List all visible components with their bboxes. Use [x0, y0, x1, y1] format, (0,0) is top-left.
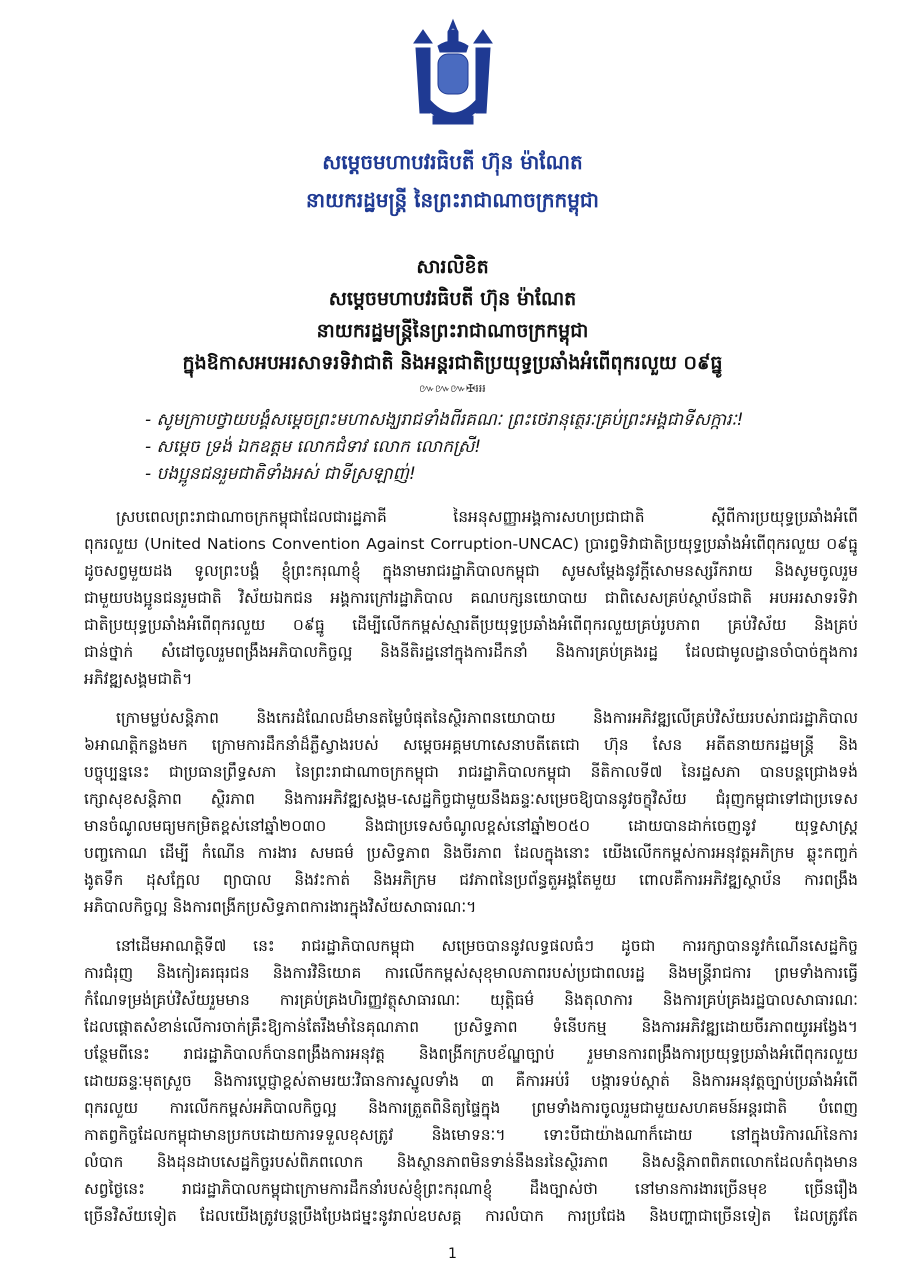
page-number: 1 [448, 1246, 457, 1262]
text-line: ដែលផ្តោតសំខាន់លើការចាក់គ្រឹះឱ្យកាន់តែរឹងមាំនៃគុណភាព ប្រសិទ្ធភាព ទំនើបកម្ម និងការអភិវឌ្ឍដោយចីរភាពយូរអង្វែង។ [84, 1018, 858, 1036]
text-line: បច្ចុប្បន្ននេះ ជាប្រធានព្រឹទ្ធសភា នៃព្រះរាជាណាចក្រកម្ពុជា រាជរដ្ឋាភិបាលកម្ពុជា នីតិកាលទី៧ នៃរដ្ឋសភា បានបន្តជ្រោងទង់ [84, 763, 858, 781]
text-line: ការជំរុញ និងកៀរគរធុរជន និងការវិនិយោគ ការលើកកម្ពស់សុខុមាលភាពរបស់ប្រជាពលរដ្ឋ និងមន្ត្រីរាជការ ព្រមទាំងការធ្វើ [84, 964, 858, 982]
text-line: សព្វថ្ងៃនេះ រាជរដ្ឋាភិបាលកម្ពុជាក្រោមការដឹកនាំរបស់ខ្ញុំព្រះករុណាខ្ញុំ ដឹងច្បាស់ថា នៅមានការងារច្រើនមុខ ច្រើនរឿង [84, 1180, 858, 1198]
text-line: មានចំណូលមធ្យមកម្រិតខ្ពស់នៅឆ្នាំ២០៣០ និងជាប្រទេសចំណូលខ្ពស់នៅឆ្នាំ២០៥០ ដោយបានដាក់ចេញនូវ យុទ្ធសាស្ត្រ [84, 817, 858, 835]
text-line: ជាន់ថ្នាក់ សំដៅចូលរួមពង្រឹងអភិបាលកិច្ចល្អ និងនីតិរដ្ឋនៅក្នុងការដឹកនាំ និងការគ្រប់គ្រងរដ្ឋ ដែលជាមូលដ្ឋានចាំបាច់ក្នុងការ [84, 643, 858, 661]
greeting-line: - សូមក្រាបថ្វាយបង្គំសម្តេចព្រះមហាសង្ឃរាជទាំងពីរគណៈ ព្រះថេរានុត្ថេរៈគ្រប់ព្រះអង្គជាទីសក្ការៈ! [145, 410, 744, 430]
text-line: ពុករលួយ (United Nations Convention Against Corruption-UNCAC) ប្រារព្ធទិវាជាតិប្រយុទ្ធប្រឆាំងអំពើពុករលួយ ០៩ធ្នូ [84, 535, 858, 553]
text-line: អភិបាលកិច្ចល្អ និងការពង្រីកប្រសិទ្ធភាពការងារក្នុងវិស័យសាធារណៈ។ [84, 898, 477, 916]
document-occasion: ក្នុងឱកាសអបអរសាទរទិវាជាតិ និងអន្តរជាតិប្រយុទ្ធប្រឆាំងអំពើពុករលួយ ០៩ធ្នូ [182, 352, 723, 374]
text-line: លំបាក និងដុនដាបសេដ្ឋកិច្ចរបស់ពិភពលោក និងស្ថានភាពមិនទាន់នឹងនរនៃស្ថិរភាព និងសន្តិភាពពិភពលោកដែលកំពុងមាន [84, 1153, 858, 1171]
text-line: ងូតទឹក ដុសក្អែល ព្យាបាល និងវះកាត់ និងអភិក្រម ជវភាពនៃប្រព័ន្ធតួអង្គតែមួយ ពោលគឺការអភិវឌ្ឍស្ថាប័ន ការពង្រឹង [84, 871, 858, 889]
text-line: ដូចសព្វមួយដង ទូលព្រះបង្គំ ខ្ញុំព្រះករុណាខ្ញុំ ក្នុងនាមរាជរដ្ឋាភិបាលកម្ពុជា សូមសម្តែងនូវក្តីសោមនស្សរីករាយ និងសូមចូលរួម [84, 562, 858, 580]
text-line: ច្រើនវិស័យទៀត ដែលយើងត្រូវបន្តប្រឹងប្រែងជម្នះនូវរាល់ឧបសគ្គ ការលំបាក ការប្រជែង និងបញ្ហាជាច្រើនទៀត ដែលត្រូវតែ [84, 1207, 858, 1225]
greeting-line: - បងប្អូនជនរួមជាតិទាំងអស់ ជាទីស្រឡាញ់! [145, 464, 416, 484]
document-title: សារលិខិត [416, 256, 489, 278]
text-line: ពុករលួយ ការលើកកម្ពស់អភិបាលកិច្ចល្អ និងការត្រួតពិនិត្យផ្ទៃក្នុង ព្រមទាំងការចូលរួមជាមួយសហគមន៍អន្តរជាតិ បំពេញ [84, 1099, 858, 1117]
royal-emblem-icon [408, 18, 498, 133]
document-author-position: នាយករដ្ឋមន្ត្រីនៃព្រះរាជាណាចក្រកម្ពុជា [316, 320, 589, 342]
text-line: អភិវឌ្ឍសង្គមជាតិ។ [84, 670, 193, 688]
text-line: ជាតិប្រយុទ្ធប្រឆាំងអំពើពុករលួយ ០៩ធ្នូ ដើម្បីលើកកម្ពស់ស្មារតីប្រយុទ្ធប្រឆាំងអំពើពុករលួយគ្រប់រូបភាព គ្រប់វិស័យ និងគ្រប់ [84, 616, 858, 634]
paragraph-2 [84, 705, 858, 921]
text-line: ស្របពេលព្រះរាជាណាចក្រកម្ពុជាដែលជារដ្ឋភាគី នៃអនុសញ្ញាអង្គការសហប្រជាជាតិ ស្តីពីការប្រយុទ្ធប្រឆាំងអំពើ [116, 508, 858, 526]
text-line: កាតព្វកិច្ចដែលកម្ពុជាមានប្រកបដោយការទទួលខុសត្រូវ និងមោទនៈ។ ទោះបីជាយ៉ាងណាក៏ដោយ នៅក្នុងបរិការណ៍នៃការ [84, 1126, 858, 1144]
text-line: ដោយឆន្ទៈមុតស្រួច និងការប្តេជ្ញាខ្ពស់តាមរយៈវិធានការស្នូលទាំង ៣ គឺការអប់រំ បង្ការទប់ស្កាត់ និងការអនុវត្តច្បាប់ប្រឆាំងអំពើ [84, 1072, 858, 1090]
paragraph-1 [84, 504, 858, 693]
ornament-divider: ៚៚៚✠៛៛៛ [419, 382, 486, 395]
text-line: ជាមួយបងប្អូនជនរួមជាតិ វិស័យឯកជន អង្គការក្រៅរដ្ឋាភិបាល គណបក្សនយោបាយ ជាពិសេសគ្រប់ស្ថាប័នជាតិ អបអរសាទរទិវា [84, 589, 858, 607]
paragraph-3 [84, 933, 858, 1230]
text-line: បញ្ចកោណ ដើម្បី កំណើន ការងារ សមធម៌ ប្រសិទ្ធភាព និងចីរភាព ដែលក្នុងនោះ យើងលើកកម្ពស់ការអនុវត្តអភិក្រម ឆ្លុះកញ្ចក់ [84, 844, 858, 862]
text-line: បន្ថែមពីនេះ រាជរដ្ឋាភិបាលក៏បានពង្រឹងការអនុវត្ត និងពង្រីកក្របខ័ណ្ឌច្បាប់ រួមមានការពង្រឹងការប្រយុទ្ធប្រឆាំងអំពើពុករលួយ [84, 1045, 858, 1063]
letterhead-position: នាយករដ្ឋមន្ត្រី នៃព្រះរាជាណាចក្រកម្ពុជា [306, 188, 599, 212]
text-line: ក្សោសុខសន្តិភាព ស្ថិរភាព និងការអភិវឌ្ឍសង្គម-សេដ្ឋកិច្ចជាមួយនឹងឆន្ទៈសម្រេចឱ្យបាននូវចក្ខុវិស័យ ជំរុញកម្ពុជាទៅជាប្រទេស [84, 790, 858, 808]
text-line: ក្រោមម្លប់សន្តិភាព និងកេរដំណែលដ៏មានតម្លៃបំផុតនៃស្ថិរភាពនយោបាយ និងការអភិវឌ្ឍលើគ្រប់វិស័យរបស់រាជរដ្ឋាភិបាល [116, 709, 858, 727]
greeting-line: - សម្តេច ទ្រង់ ឯកឧត្តម លោកជំទាវ លោក លោកស្រី! [145, 437, 482, 457]
text-line: នៅដើមអាណត្តិទី៧ នេះ រាជរដ្ឋាភិបាលកម្ពុជា សម្រេចបាននូវលទ្ធផលធំៗ ដូចជា ការរក្សាបាននូវកំណើនសេដ្ឋកិច្ច [116, 937, 858, 955]
text-line: កំណែទម្រង់គ្រប់វិស័យរួមមាន ការគ្រប់គ្រងហិរញ្ញវត្ថុសាធារណៈ យុត្តិធម៌ និងតុលាការ និងការគ្រប់គ្រងរដ្ឋបាលសាធារណៈ [84, 991, 858, 1009]
letterhead-name: សម្តេចមហាបវរធិបតី ហ៊ុន ម៉ាណែត [322, 150, 583, 174]
document-author: សម្តេចមហាបវរធិបតី ហ៊ុន ម៉ាណែត [328, 288, 577, 310]
text-line: ៦អាណត្តិកន្លងមក ក្រោមការដឹកនាំដ៏ភ្លឺស្វាងរបស់ សម្តេចអគ្គមហាសេនាបតីតេជោ ហ៊ុន សែន អតីតនាយករដ្ឋមន្ត្រី និង [84, 736, 858, 754]
